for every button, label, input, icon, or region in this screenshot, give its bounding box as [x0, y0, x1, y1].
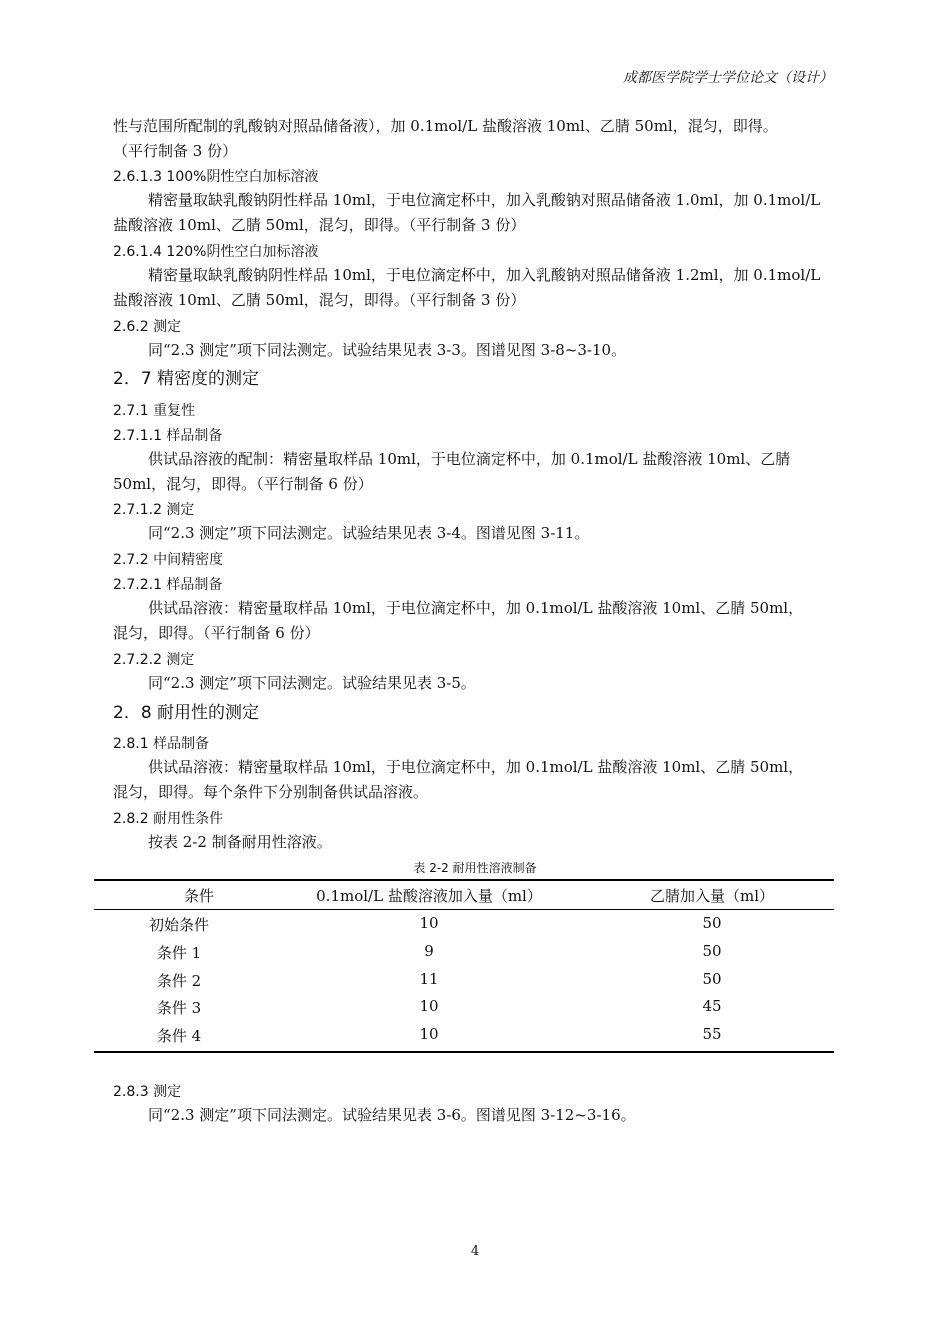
- table-cell: 11: [419, 970, 439, 988]
- section-heading: 2.8.2 耐用性条件: [113, 811, 224, 827]
- section-heading: 2.7.1.2 测定: [113, 502, 195, 518]
- table-cell: 条件 2: [156, 972, 202, 990]
- table-cell: 条件 1: [156, 944, 202, 962]
- section-heading: 2.8.3 测定: [113, 1084, 182, 1100]
- table-cell: 50: [702, 942, 722, 960]
- table-cell: 50: [702, 914, 722, 932]
- table-cell: 条件 4: [156, 1027, 202, 1045]
- table-cell: 条件 3: [156, 999, 202, 1017]
- section-heading: 2.7.1.1 样品制备: [113, 428, 223, 444]
- paragraph-line: 同“2.3 测定”项下同法测定。试验结果见表 3-5。: [148, 674, 476, 692]
- table-header-cell: 0.1mol/L 盐酸溶液加入量（ml）: [316, 887, 542, 905]
- paragraph-line: （平行制备 3 份）: [113, 142, 238, 160]
- section-heading: 2.6.1.3 100%阴性空白加标溶液: [113, 169, 319, 185]
- section-heading: 2.7.2.1 样品制备: [113, 577, 223, 593]
- page-number: 4: [470, 1244, 480, 1259]
- paragraph-line: 供试品溶液：精密量取样品 10ml，于电位滴定杯中，加 0.1mol/L 盐酸溶液 10ml、乙腈 50ml，: [148, 599, 804, 617]
- paragraph-line: 50ml，混匀，即得。（平行制备 6 份）: [113, 475, 373, 493]
- paragraph-line: 按表 2-2 制备耐用性溶液。: [148, 833, 332, 851]
- section-heading: 2.7.1 重复性: [113, 403, 196, 419]
- paragraph-line: 同“2.3 测定”项下同法测定。试验结果见表 3-4。图谱见图 3-11。: [148, 524, 590, 542]
- section-heading: 2.6.2 测定: [113, 319, 182, 335]
- paragraph-line: 同“2.3 测定”项下同法测定。试验结果见表 3-3。图谱见图 3-8~3-10。: [148, 341, 627, 359]
- chapter-heading: 2．8 耐用性的测定: [113, 703, 260, 723]
- table-cell: 10: [419, 1025, 439, 1043]
- table-cell: 10: [419, 914, 439, 932]
- table-cell: 9: [424, 942, 434, 960]
- table-bottom-rule: [94, 1051, 834, 1053]
- section-heading: 2.6.1.4 120%阴性空白加标溶液: [113, 244, 319, 260]
- running-header: 成都医学院学士学位论文（设计）: [623, 70, 833, 86]
- section-heading: 2.7.2 中间精密度: [113, 552, 224, 568]
- table-cell: 初始条件: [148, 916, 209, 934]
- section-heading: 2.7.2.2 测定: [113, 652, 195, 668]
- paragraph-line: 盐酸溶液 10ml、乙腈 50ml，混匀，即得。（平行制备 3 份）: [113, 291, 526, 309]
- paragraph-line: 精密量取缺乳酸钠阴性样品 10ml，于电位滴定杯中，加入乳酸钠对照品储备液 1.0ml，加 0.1mol/L: [148, 191, 821, 209]
- table-header-cell: 乙腈加入量（ml）: [649, 887, 775, 905]
- section-heading: 2.8.1 样品制备: [113, 736, 210, 752]
- paragraph-line: 精密量取缺乳酸钠阴性样品 10ml，于电位滴定杯中，加入乳酸钠对照品储备液 1.2ml，加 0.1mol/L: [148, 266, 821, 284]
- table-header-rule: [94, 909, 834, 910]
- table-header-cell: 条件: [183, 887, 214, 905]
- table-cell: 50: [702, 970, 722, 988]
- table-top-rule: [94, 879, 834, 881]
- paragraph-line: 供试品溶液：精密量取样品 10ml，于电位滴定杯中，加 0.1mol/L 盐酸溶液 10ml、乙腈 50ml，: [148, 758, 804, 776]
- paragraph-line: 性与范围所配制的乳酸钠对照品储备液），加 0.1mol/L 盐酸溶液 10ml、乙腈 50ml，混匀，即得。: [113, 117, 778, 135]
- table-cell: 45: [702, 997, 722, 1015]
- paragraph-line: 同“2.3 测定”项下同法测定。试验结果见表 3-6。图谱见图 3-12~3-16。: [148, 1106, 636, 1124]
- paragraph-line: 盐酸溶液 10ml、乙腈 50ml，混匀，即得。（平行制备 3 份）: [113, 216, 526, 234]
- table-cell: 55: [702, 1025, 722, 1043]
- paragraph-line: 供试品溶液的配制：精密量取样品 10ml，于电位滴定杯中，加 0.1mol/L 盐酸溶液 10ml、乙腈: [148, 450, 791, 468]
- paragraph-line: 混匀，即得。（平行制备 6 份）: [113, 624, 320, 642]
- table-cell: 10: [419, 997, 439, 1015]
- table-caption: 表 2-2 耐用性溶液制备: [413, 861, 537, 875]
- paragraph-line: 混匀，即得。每个条件下分别制备供试品溶液。: [113, 783, 429, 801]
- chapter-heading: 2．7 精密度的测定: [113, 369, 260, 389]
